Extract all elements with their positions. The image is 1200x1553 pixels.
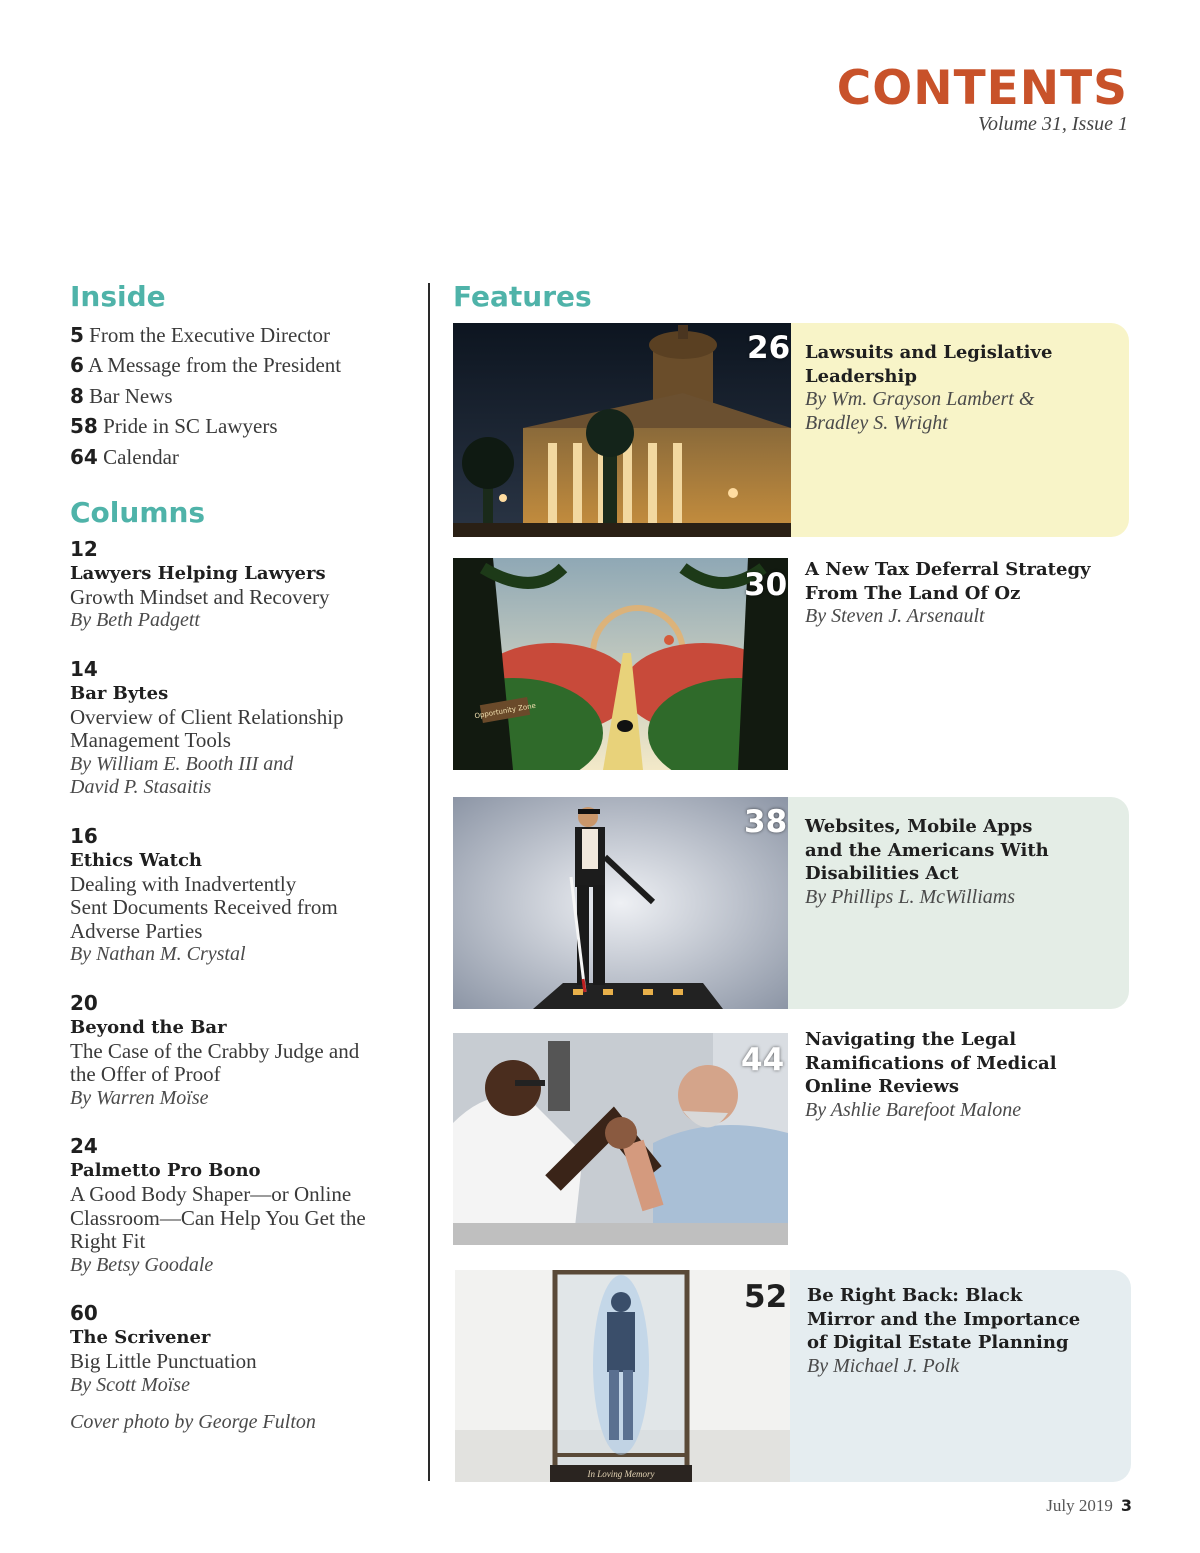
column-subtitle: Big Little Punctuation <box>70 1349 257 1374</box>
column-entry[interactable] <box>70 536 415 633</box>
column-title: Ethics Watch <box>70 849 202 871</box>
inside-heading: Inside <box>70 280 166 313</box>
column-entry[interactable] <box>70 656 415 800</box>
inside-item[interactable] <box>70 320 415 351</box>
page-number: 58 <box>70 414 98 439</box>
inside-item-label: From the Executive Director <box>89 322 331 347</box>
page-number: 3 <box>1120 1496 1132 1515</box>
feature-title: Navigating the Legal <box>805 1029 1017 1050</box>
feature-text <box>805 341 1105 435</box>
column-subtitle: The Case of the Crabby Judge and <box>70 1038 360 1063</box>
column-subtitle: Sent Documents Received from <box>70 895 338 920</box>
feature-title: Ramifications of Medical <box>805 1052 1057 1074</box>
column-entry[interactable] <box>70 823 415 967</box>
issue-date: July 2019 <box>1046 1496 1113 1515</box>
column-title: Lawyers Helping Lawyers <box>70 562 326 584</box>
columns-heading: Columns <box>70 496 206 530</box>
feature-page-number: 52 <box>744 1279 788 1315</box>
column-title: The Scrivener <box>70 1327 211 1349</box>
column-page-number: 12 <box>70 536 98 561</box>
yellow-brick-road-photo <box>453 558 788 770</box>
inside-item[interactable] <box>70 350 415 381</box>
feature-title: Disabilities Act <box>805 863 959 884</box>
column-subtitle: Classroom—Can Help You Get the <box>70 1205 366 1230</box>
column-page-number: 14 <box>70 656 98 681</box>
inside-item[interactable] <box>70 411 415 442</box>
feature-title: From The Land Of Oz <box>805 582 1021 604</box>
feature-text <box>805 1028 1105 1122</box>
feature-card[interactable] <box>453 797 1129 1009</box>
inside-item[interactable] <box>70 442 415 473</box>
column-byline: By Nathan M. Crystal <box>70 943 246 966</box>
column-subtitle: Management Tools <box>70 728 231 753</box>
column-subtitle: Overview of Client Relationship <box>70 704 344 729</box>
inside-item-label: Bar News <box>89 383 173 408</box>
feature-byline: By Ashlie Barefoot Malone <box>805 1098 1022 1121</box>
hologram-glass-case-photo <box>455 1270 790 1482</box>
feature-page-number: 30 <box>744 567 788 603</box>
column-page-number: 60 <box>70 1301 98 1326</box>
feature-byline: By Wm. Grayson Lambert & <box>805 388 1035 410</box>
arm-wrestling-photo <box>453 1033 788 1245</box>
woman-with-cane-photo <box>453 797 788 1009</box>
column-subtitle: Adverse Parties <box>70 918 203 943</box>
column-byline: By Betsy Goodale <box>70 1253 214 1276</box>
inside-item-label: Calendar <box>103 444 179 469</box>
feature-title: A New Tax Deferral Strategy <box>805 559 1091 580</box>
column-subtitle: Dealing with Inadvertently <box>70 871 297 896</box>
inside-list <box>70 320 415 473</box>
column-title: Bar Bytes <box>70 682 169 704</box>
column-byline: By Scott Moïse <box>70 1373 190 1396</box>
inside-item-label: Pride in SC Lawyers <box>103 414 278 439</box>
feature-byline: By Steven J. Arsenault <box>805 605 985 627</box>
feature-page-number: 38 <box>744 804 788 840</box>
page-number: 6 <box>70 353 84 378</box>
column-subtitle: A Good Body Shaper—or Online <box>70 1182 352 1207</box>
column-entry[interactable] <box>70 1133 415 1277</box>
opportunity-zone-sign: Opportunity Zone <box>473 701 537 721</box>
column-page-number: 24 <box>70 1134 98 1159</box>
column-entry[interactable] <box>70 1300 415 1397</box>
column-byline: By Warren Moïse <box>70 1086 209 1109</box>
page-number: 64 <box>70 444 98 469</box>
page-number: 8 <box>70 383 84 408</box>
feature-byline: Bradley S. Wright <box>805 411 948 434</box>
column-byline: By Beth Padgett <box>70 609 200 632</box>
feature-title: Be Right Back: Black <box>807 1285 1023 1306</box>
column-title: Palmetto Pro Bono <box>70 1160 261 1182</box>
feature-title: Online Reviews <box>805 1076 960 1097</box>
feature-page-number: 26 <box>747 330 791 366</box>
column-page-number: 16 <box>70 823 98 848</box>
feature-text <box>807 1284 1107 1378</box>
feature-title: Leadership <box>805 365 917 387</box>
feature-title: Mirror and the Importance <box>807 1308 1081 1330</box>
feature-byline: By Phillips L. McWilliams <box>805 885 1015 908</box>
features-heading: Features <box>453 280 592 313</box>
page-title: CONTENTS <box>836 61 1128 116</box>
inside-item[interactable] <box>70 381 415 412</box>
left-column <box>70 280 415 1434</box>
feature-byline: By Michael J. Polk <box>807 1354 960 1377</box>
masthead <box>836 61 1128 136</box>
column-page-number: 20 <box>70 990 98 1015</box>
feature-card[interactable] <box>455 1270 1131 1482</box>
feature-title: Lawsuits and Legislative <box>805 342 1053 363</box>
feature-page-number: 44 <box>741 1042 785 1078</box>
capitol-building-photo <box>453 323 791 537</box>
feature-text <box>805 815 1105 909</box>
in-loving-memory-caption: In Loving Memory <box>587 1469 655 1479</box>
column-entry[interactable] <box>70 990 415 1111</box>
page-number: 5 <box>70 322 84 347</box>
feature-title: of Digital Estate Planning <box>807 1332 1069 1353</box>
column-title: Beyond the Bar <box>70 1016 227 1038</box>
column-subtitle: the Offer of Proof <box>70 1062 221 1087</box>
feature-card[interactable] <box>453 558 1129 770</box>
page-footer <box>1046 1496 1132 1516</box>
cover-photo-credit: Cover photo by George Fulton <box>70 1411 316 1434</box>
feature-card[interactable] <box>453 1029 1129 1245</box>
inside-item-label: A Message from the President <box>88 353 342 378</box>
column-subtitle: Growth Mindset and Recovery <box>70 584 330 609</box>
feature-title: Websites, Mobile Apps <box>805 816 1033 837</box>
column-divider <box>428 283 430 1481</box>
column-byline: By William E. Booth III and <box>70 752 294 775</box>
feature-text <box>805 558 1105 629</box>
issue-label: Volume 31, Issue 1 <box>978 113 1128 136</box>
column-subtitle: Right Fit <box>70 1229 146 1254</box>
feature-title: and the Americans With <box>805 839 1049 861</box>
feature-card[interactable] <box>453 323 1129 537</box>
column-byline: David P. Stasaitis <box>70 776 212 799</box>
